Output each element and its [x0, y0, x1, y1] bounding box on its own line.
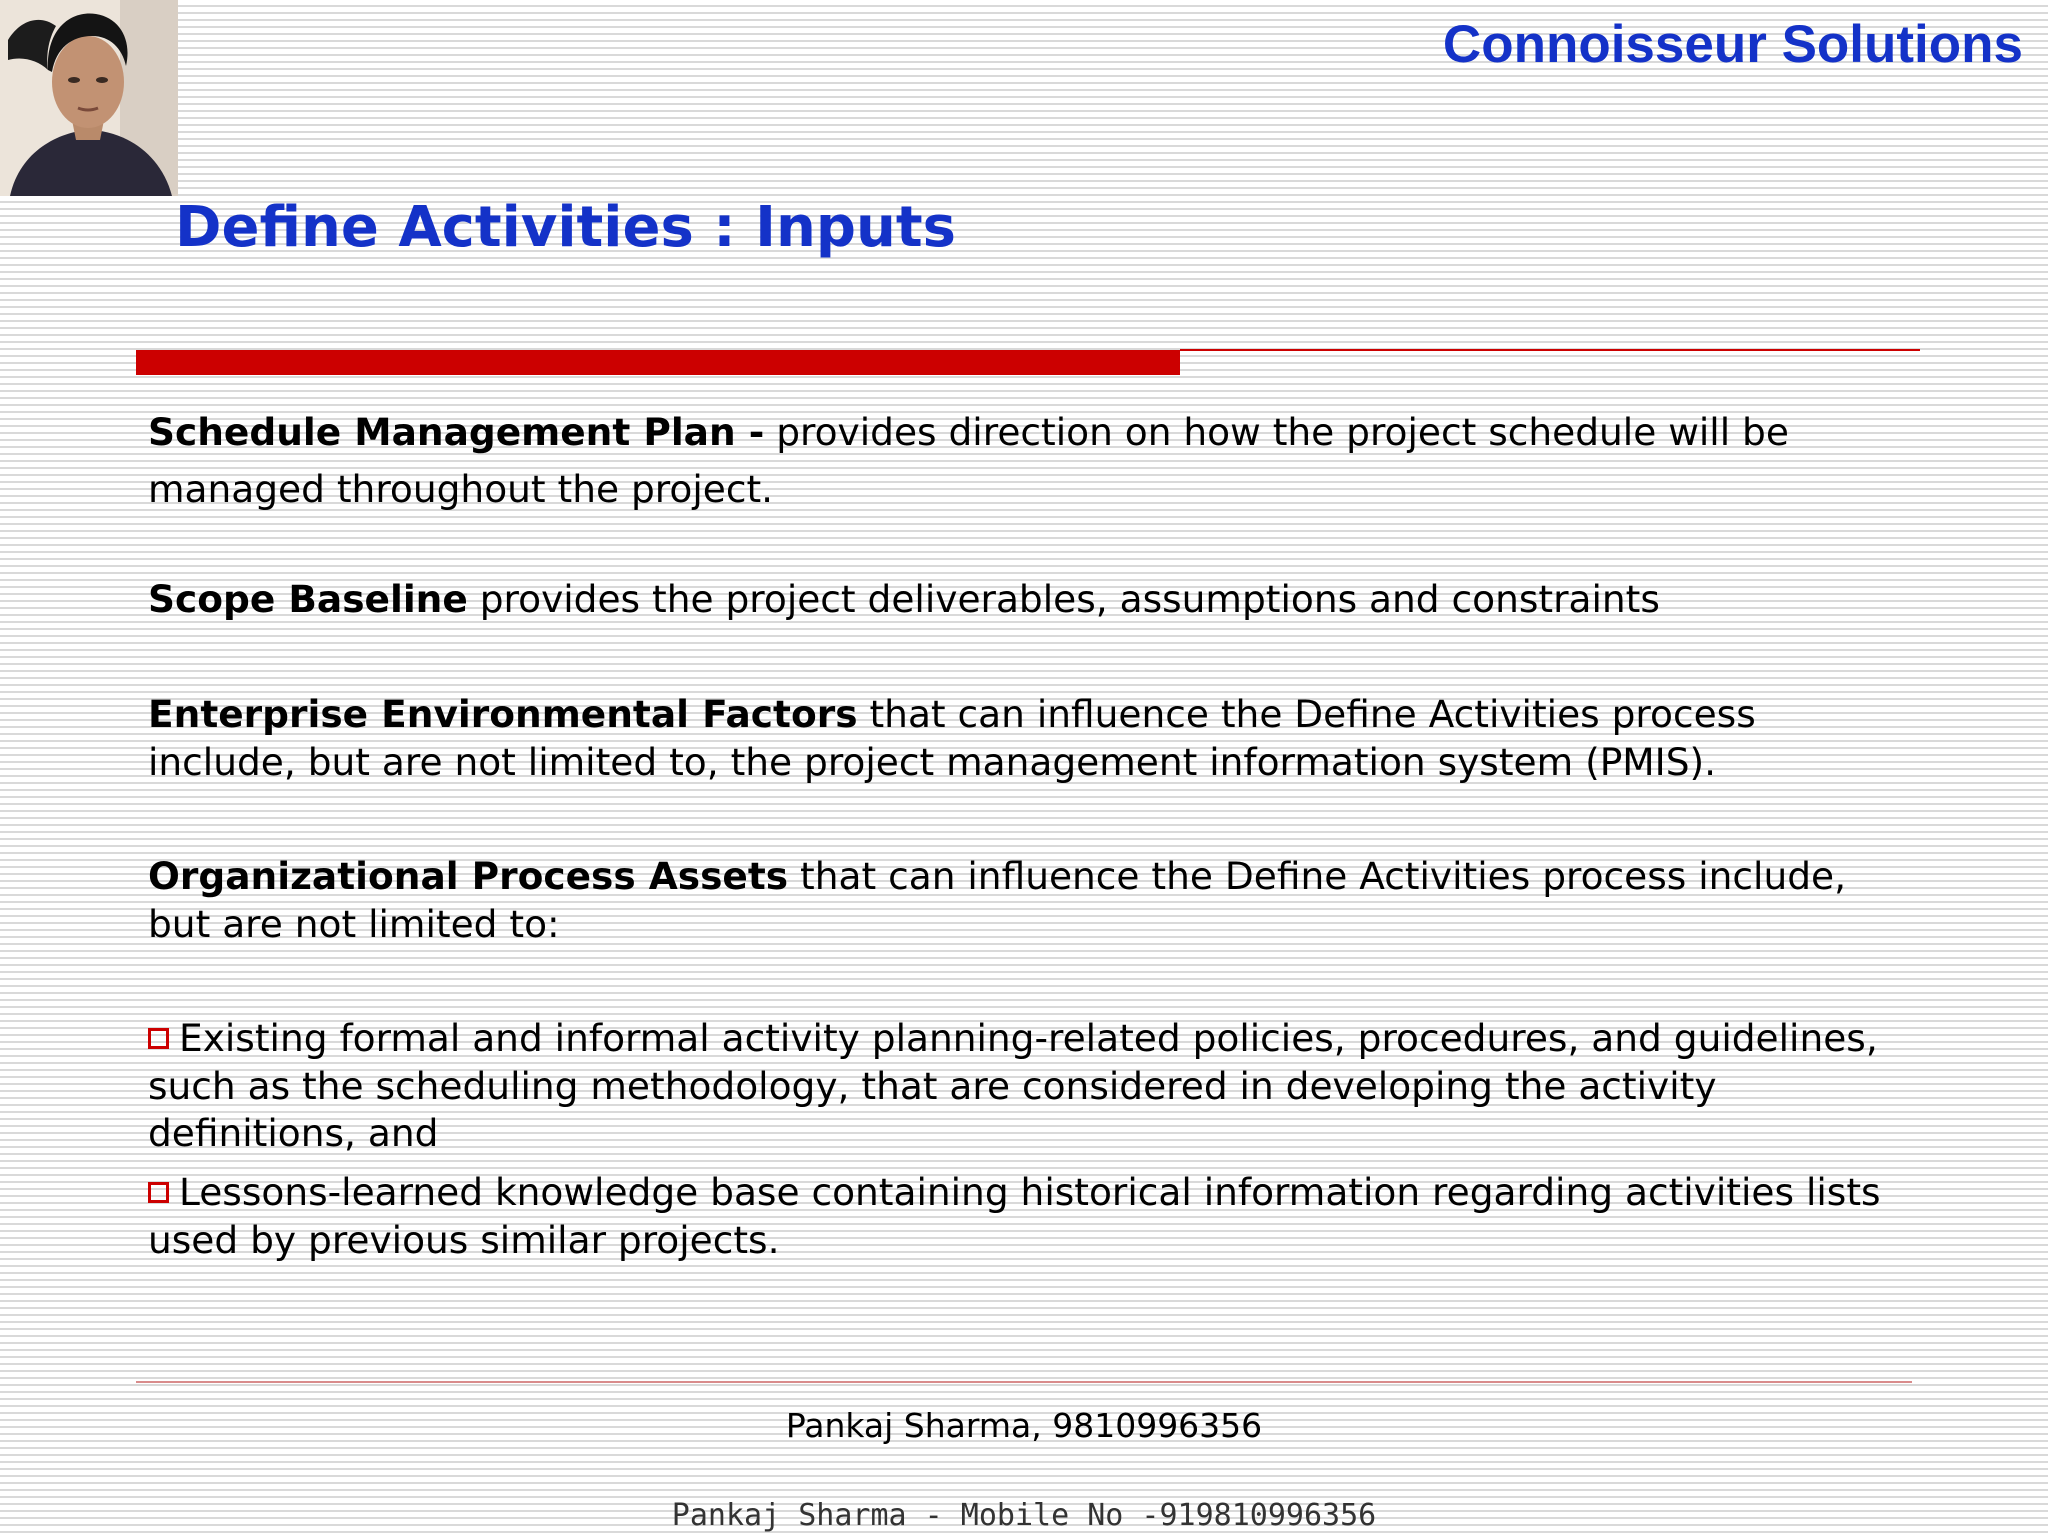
- input-enterprise-environmental-factors: [148, 691, 1908, 786]
- bullet-item: [148, 1015, 1908, 1158]
- bullet-text: Lessons-learned knowledge base containing historical information regarding activities lists used by previous similar projects.: [148, 1170, 1881, 1262]
- input-term: Scope Baseline: [148, 577, 468, 621]
- bullet-item: [148, 1169, 1908, 1264]
- slide-title: Define Activities : Inputs: [175, 195, 956, 260]
- title-underline-thick: [136, 350, 1180, 375]
- footer-mobile: Pankaj Sharma - Mobile No -919810996356: [671, 1498, 1377, 1533]
- input-term: Enterprise Environmental Factors: [148, 692, 858, 736]
- brand-title: Connoisseur Solutions: [1442, 15, 2023, 74]
- input-description: that can influence the Define Activities process include, but are not limited to, the project management information system (PMIS).: [148, 692, 1756, 784]
- input-scope-baseline: [148, 576, 1908, 624]
- title-underline-thin: [1180, 349, 1920, 351]
- footer-contact: Pankaj Sharma, 9810996356: [785, 1406, 1263, 1445]
- presenter-photo-image: [0, 0, 178, 196]
- footer-divider: [136, 1381, 1912, 1383]
- input-description: provides the project deliverables, assumptions and constraints: [467, 577, 1660, 621]
- input-description: provides direction on how the project schedule will be managed throughout the project.: [148, 410, 1789, 511]
- presenter-photo: [0, 0, 178, 196]
- square-bullet-icon: [148, 1182, 169, 1203]
- input-organizational-process-assets: [148, 853, 1908, 948]
- input-description: that can influence the Define Activities process include, but are not limited to:: [148, 854, 1847, 946]
- square-bullet-icon: [148, 1028, 169, 1049]
- input-term: Schedule Management Plan -: [148, 410, 765, 454]
- bullet-text: Existing formal and informal activity planning-related policies, procedures, and guidelines, such as the scheduling methodology, that are considered in developing the activity definitions, and: [148, 1016, 1878, 1155]
- input-term: Organizational Process Assets: [148, 854, 789, 898]
- input-schedule-management-plan: [148, 404, 1908, 518]
